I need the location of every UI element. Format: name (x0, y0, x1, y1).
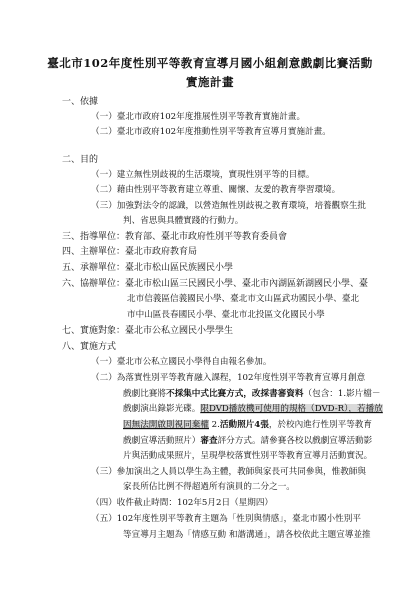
section-8-item-2-line-3 (123, 404, 383, 415)
section-8-item-2-line-1: （二）為落實性別平等教育融入課程，102年度性別平等教育宣導月創意 (91, 373, 366, 383)
section-8-item-3-line-2: 家長所佔比例不得超過所有演員的二分之一。 (123, 482, 295, 492)
section-2-heading: 二、目的 (62, 155, 99, 165)
document-title: 臺北市102年度性別平等教育宣導月國小組創意戲劇比賽活動 (47, 56, 373, 70)
section-2-item-3: （三）加強對法令的認識，以營造無性別歧視之教育環境，培養觀察生批 (91, 201, 367, 211)
bold-text-run: 審查 (200, 436, 218, 446)
section-6-coorganizers-cont-2: 市中山區長春國民小學、臺北市北投區文化國民小學 (127, 310, 325, 320)
section-1-item-1: （一）臺北市政府102年度推展性別平等教育實施計畫。 (91, 112, 306, 122)
text-run: 戲劇比賽將 (123, 389, 166, 399)
text-run: 評分方式。請參賽各校以戲劇宣導活動影 (217, 436, 373, 446)
document-subtitle: 實施計畫 (186, 75, 234, 89)
text-run: 2. (208, 420, 220, 430)
section-2-item-3-cont: 判、省思與具體實踐的行動力。 (123, 216, 244, 226)
section-6-coorganizers-cont-1: 北市信義區信義國民小學、臺北市文山區武功國民小學、臺北 (127, 294, 360, 304)
highlighted-text-run: 因無法開啟則視同棄權 (123, 420, 209, 430)
section-5-host: 五、承辦單位：臺北市松山區民族國民小學 (62, 263, 234, 273)
section-8-item-5-line-2: 等宣導月主題為「情感互動 和諧溝通」，請各校依此主題宣導並推 (123, 530, 371, 540)
highlighted-text-run: 限DVD播放機可使用的規格（DVD-R），若播放 (200, 404, 383, 414)
section-8-item-4-deadline: （四）收件截止時間：102年5月2日（星期四） (91, 498, 274, 508)
section-8-item-1: （一）臺北市公私立國民小學得自由報名參加。 (91, 357, 272, 367)
section-2-item-1: （一）建立無性別歧視的生活環境，實現性別平等的目標。 (91, 170, 315, 180)
section-6-coorganizers: 六、協辦單位：臺北市松山區三民國民小學、臺北市內湖區新湖國民小學、臺 (62, 279, 369, 289)
section-8-item-2-line-2 (123, 389, 380, 400)
section-1-heading: 一、依據 (62, 97, 99, 107)
section-8-item-2-line-6: 片與活動成果照片，呈現學校落實性別平等教育宣導月活動實況。 (123, 451, 373, 461)
text-run: （包含：1.影片檔－ (303, 389, 381, 399)
section-7-target: 七、實施對象：臺北市公私立國民小學學生 (62, 326, 234, 336)
section-8-item-2-line-4 (123, 420, 372, 431)
bold-text-run: 不採集中式比賽方式，改採書審資料 (165, 389, 304, 399)
section-4-organizer: 四、主辦單位：臺北市政府教育局 (62, 247, 198, 257)
text-run: ，於校內進行性別平等教育 (268, 420, 372, 430)
section-3-guidance-units: 三、指導單位：教育部、臺北市政府性別平等教育委員會 (62, 232, 288, 242)
section-8-item-3-line-1: （三）參加演出之人員以學生為主體，教師與家長可共同參與，惟教師與 (91, 467, 367, 477)
section-8-item-2-line-5 (123, 436, 372, 447)
section-1-item-2: （二）臺北市政府102年度推動性別平等教育宣導月實施計畫。 (91, 127, 331, 137)
text-run: 戲劇演出錄影光碟。 (123, 404, 201, 414)
section-8-heading: 八、實施方式 (62, 342, 117, 352)
section-8-item-5-line-1: （五）102年度性別平等教育主題為「性別與情感」，臺北市國小性別平 (91, 514, 361, 524)
section-2-item-2: （二）藉由性別平等教育建立尊重、關懷、友愛的教育學習環境。 (91, 185, 341, 195)
bold-text-run: 活動照片4張 (219, 420, 269, 430)
text-run: 戲劇宣導活動照片） (123, 436, 201, 446)
